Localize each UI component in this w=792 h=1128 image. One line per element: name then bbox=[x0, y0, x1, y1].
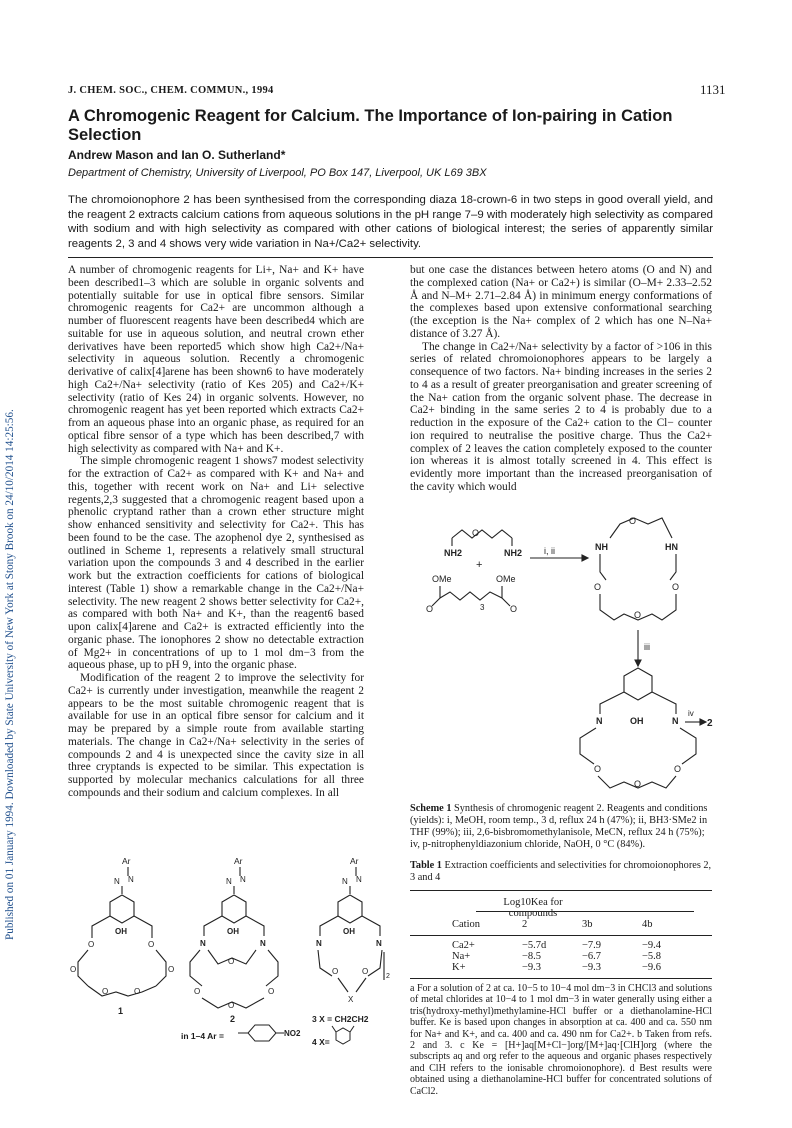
svg-text:OH: OH bbox=[115, 927, 127, 936]
ar-definition-label: in 1–4 Ar = bbox=[181, 1031, 224, 1041]
svg-text:Ar: Ar bbox=[350, 856, 359, 866]
svg-text:O: O bbox=[629, 516, 637, 526]
svg-text:O: O bbox=[332, 967, 339, 976]
compound-2-structure bbox=[190, 856, 278, 1024]
scheme-1-diagram bbox=[410, 510, 712, 795]
table-cell: −9.3 bbox=[582, 962, 602, 973]
plus-sign: + bbox=[476, 559, 483, 571]
atom-label: NH2 bbox=[504, 548, 523, 558]
svg-text:N: N bbox=[114, 877, 120, 886]
compound-label: 1 bbox=[118, 1006, 124, 1016]
svg-text:HN: HN bbox=[665, 542, 678, 552]
abstract-rule bbox=[68, 257, 713, 258]
authors: Andrew Mason and Ian O. Sutherland* bbox=[68, 148, 286, 162]
table-cell: −6.7 bbox=[582, 951, 602, 962]
affiliation: Department of Chemistry, University of Liverpool, PO Box 147, Liverpool, UK L69 3BX bbox=[68, 167, 487, 179]
svg-text:O: O bbox=[102, 987, 109, 996]
svg-text:N: N bbox=[240, 875, 246, 884]
table-header-row bbox=[410, 915, 712, 933]
table-cell: −9.3 bbox=[522, 962, 542, 973]
svg-text:Ar: Ar bbox=[234, 856, 243, 866]
svg-text:O: O bbox=[594, 764, 602, 774]
column-header: 2 bbox=[522, 918, 528, 930]
article-title: A Chromogenic Reagent for Calcium. The Importance of Ion-pairing in Cation Selection bbox=[68, 107, 673, 144]
table-group-header: Log10Kea for compounds bbox=[503, 897, 563, 919]
table-row bbox=[410, 940, 712, 951]
table-caption-label: Table 1 bbox=[410, 860, 442, 871]
table-cell: Ca2+ bbox=[452, 940, 475, 951]
compound-3-4-structure bbox=[316, 856, 390, 1004]
svg-text:O: O bbox=[672, 582, 680, 592]
table-rule-mid bbox=[410, 935, 712, 936]
cryptand-product bbox=[580, 668, 696, 789]
table-caption-text: Extraction coefficients and selectivities for chromoionophores 2, 3 and 4 bbox=[410, 860, 712, 883]
svg-text:N: N bbox=[226, 877, 232, 886]
svg-text:O: O bbox=[88, 940, 95, 949]
reaction-step-label: iv bbox=[688, 709, 694, 718]
svg-text:O: O bbox=[70, 965, 77, 974]
scheme-caption bbox=[410, 803, 712, 851]
subscript: 3 bbox=[480, 603, 485, 612]
nitro-label: NO2 bbox=[284, 1029, 301, 1038]
atom-label: OMe bbox=[496, 574, 516, 584]
svg-text:N: N bbox=[342, 877, 348, 886]
reaction-step-label: iii bbox=[644, 642, 650, 652]
journal-header: J. CHEM. SOC., CHEM. COMMUN., 1994 bbox=[68, 85, 274, 96]
svg-text:O: O bbox=[228, 1001, 235, 1010]
paragraph: The simple chromogenic reagent 1 shows7 modest selectivity for the extraction of Ca2+ as compared with K+ and Na+ and this, together with recent work on Na+ and Li+ selective regents,2,3 suggested that a chromogenic reagent based upon a phenolic cryptand rather than a crown ether structure might show enhanced sensitivity and selectivity for Ca2+. This has been found to be the case. The azophenol dye 2, synthesised as outlined in Scheme 1, represents a relatively small structural variation upon the compounds 3 and 4 described in the earlier work but the extraction coefficients for cations of biological interest (Table 1) show a remarkable change in the Ca2+/Na+ selectivity. The new reagent 2 shows better selectivity for Ca2+, as compared with both Na+ and K+, than the reagent6 based upon calix[4]arene and Ca2+ is extracted efficiently into the organic phase. The ionophores 2 show no detectable extraction of Mg2+ in concentrations of up to 1 mol dm−3 from the aqueous phase, up to pH 9, into the organic phase. bbox=[68, 455, 364, 672]
atom-label: O bbox=[510, 604, 518, 614]
diaza-crown-ring bbox=[594, 516, 679, 620]
svg-text:N: N bbox=[596, 716, 603, 726]
table-cell: −5.7d bbox=[522, 940, 547, 951]
download-watermark-text: Published on 01 January 1994. Downloaded by State University of New York at Stony Brook on 24/10/2014 14:25:56. bbox=[4, 409, 16, 940]
column-header: 4b bbox=[642, 918, 653, 930]
svg-text:OH: OH bbox=[343, 927, 355, 936]
left-column bbox=[68, 264, 364, 800]
paragraph: Modification of the reagent 2 to improve the selectivity for Ca2+ is currently under investigation, meanwhile the reagent 2 appears to be the most suitable chromogenic reagent that is available for use in an optical fibre sensor for calcium and it may be prepared by a simple route from available starting materials. The change in Ca2+/Na+ selectivity in the series of compounds 2 and 4 is unexpected since the cavity size in all three cryptands is expected to be similar. This expectation is supported by molecular mechanics calculations for all three compounds and their sodium and calcium complexes. In all bbox=[68, 672, 364, 799]
table-caption bbox=[410, 860, 712, 884]
table-cell: −9.6 bbox=[642, 962, 662, 973]
paragraph: The change in Ca2+/Na+ selectivity by a factor of >106 in this series of related chromoionophores appears to be largely a consequence of two factors. Na+ binding increases in the series 2 to 4 as a result of greater preorganisation and greater screening of the Na+ cation from the organic solvent phase. The decrease in Ca2+ binding in the same series 2 to 4 is probably due to a reduction in the exposure of the Ca2+ cation to the Cl− counter ion required to neutralise the positive charge. Thus the Ca2+ complex of 2 leaves the cation completely exposed to the counter ion whereas it is almost totally screened in 4. This effect is evidently more important than the increased preorganisation of the cavity which would bbox=[410, 340, 712, 493]
svg-text:O: O bbox=[168, 965, 175, 974]
table-cell: −9.4 bbox=[642, 940, 662, 951]
svg-text:O: O bbox=[228, 957, 235, 966]
reaction-step-label: i, ii bbox=[544, 546, 555, 556]
atom-label: NH2 bbox=[444, 548, 463, 558]
svg-text:O: O bbox=[148, 940, 155, 949]
structures-1-4 bbox=[68, 852, 398, 1032]
extraction-table-body bbox=[410, 940, 712, 973]
download-watermark bbox=[2, 170, 18, 940]
svg-text:O: O bbox=[134, 987, 141, 996]
svg-text:2: 2 bbox=[386, 973, 390, 980]
scheme-caption-label: Scheme 1 bbox=[410, 803, 452, 814]
compound-4-label: 4 X= bbox=[312, 1037, 330, 1047]
svg-text:O: O bbox=[634, 779, 642, 789]
svg-text:NH: NH bbox=[595, 542, 608, 552]
nitrophenyl-group bbox=[236, 1022, 306, 1044]
paragraph: A number of chromogenic reagents for Li+, Na+ and K+ have been described1–3 which are soluble in organic solvents and potentially suitable for use in optical fibre sensors. Similar chromogenic reagents for Ca2+ are uncommon although a number of fluorescent reagents have been described4 which are suitable for use in aqueous solution, and neutral crown ether derivatives have been reported5 which show high Ca2+/Na+ selectivity in aqueous solution. Recently a chromogenic derivative of calix[4]arene has been shown6 to have moderately high Ca2+/Na+ selectivity (ratio of Kes 205) and Ca2+/K+ selectivity (ratio of Kes 24) in organic solvents. However, no chromogenic reagent has yet been reported which extracts Ca2+ from an aqueous phase into an organic phase, as required for an optical fibre sensor of a type which has been described,7 with high selectivity as compared with Na+ and K+. bbox=[68, 264, 364, 455]
table-row bbox=[410, 962, 712, 973]
svg-text:Ar: Ar bbox=[122, 856, 131, 866]
compound-label: 2 bbox=[230, 1014, 236, 1024]
table-cell: −7.9 bbox=[582, 940, 602, 951]
svg-text:N: N bbox=[128, 875, 134, 884]
scheme-caption-text: Synthesis of chromogenic reagent 2. Reagents and conditions (yields): i, MeOH, room temp., 3 d, reflux 24 h (47%); ii, BH3·SMe2 in THF (99%); iii, 2,6-bisbromomethylanisole, MeCN, reflux 24 h (75%); iv, p-nitrophenyldiazonium chloride, NaOH, 0 °C (84%). bbox=[410, 803, 708, 850]
svg-text:OH: OH bbox=[630, 716, 644, 726]
right-column bbox=[410, 264, 712, 494]
svg-text:O: O bbox=[594, 582, 602, 592]
table-rule-bottom bbox=[410, 978, 712, 979]
svg-text:N: N bbox=[260, 939, 266, 948]
column-header: 3b bbox=[582, 918, 593, 930]
svg-text:O: O bbox=[362, 967, 369, 976]
table-cell: Na+ bbox=[452, 951, 471, 962]
table-row bbox=[410, 951, 712, 962]
table-footnote: a For a solution of 2 at ca. 10−5 to 10−4 mol dm−3 in CHCl3 and solutions of metal chlorides at 10−4 to 1 mol dm−3 in water generally using either a tris(hydroxy-methyl)methylamine-HCl buffer or a diethanolamine-HCl buffer. Ke is based upon changes in absorption at ca. 400 and ca. 550 nm for Na+ and K+, and ca. 400 and ca. 490 nm for Ca2+. b Taken from refs. 2 and 3. c Ke = [H+]aq[M+Cl−]org/[M+]aq·[ClH]org (where the subscripts aq and org refer to the aqueous and organic phases respectively and ClH refers to the ionisable chromoionophore). d Best results were obtained using a diethanolamine-HCl buffer for concentrated solutions of CaCl2. bbox=[410, 983, 712, 1097]
paragraph: but one case the distances between hetero atoms (O and N) and the complexed cation (Na+ or Ca2+) is similar (O–M+ 2.33–2.52 Å and N–M+ 2.71–2.84 Å) in minimum energy conformations of the complexes based upon extensive conformational searching (the exception is the Na+ complex of 2 which has one N–Na+ distance of 3.27 Å). bbox=[410, 264, 712, 340]
atom-label: OMe bbox=[432, 574, 452, 584]
svg-text:X: X bbox=[348, 995, 354, 1004]
table-cell: K+ bbox=[452, 962, 466, 973]
table-rule-group bbox=[476, 911, 694, 912]
product-label: 2 bbox=[707, 718, 713, 729]
svg-text:OH: OH bbox=[227, 927, 239, 936]
extraction-table bbox=[410, 915, 712, 933]
table-cell: −8.5 bbox=[522, 951, 542, 962]
svg-text:N: N bbox=[316, 939, 322, 948]
benzo-linker-icon bbox=[330, 1024, 358, 1050]
atom-label: O bbox=[472, 528, 480, 538]
atom-label: O bbox=[426, 604, 434, 614]
svg-text:O: O bbox=[194, 987, 201, 996]
compound-1-structure bbox=[70, 856, 174, 1016]
compound-3-label: 3 X = CH2CH2 bbox=[312, 1014, 369, 1024]
svg-text:O: O bbox=[268, 987, 275, 996]
column-header: Cation bbox=[452, 918, 480, 930]
diamine-chain bbox=[452, 530, 512, 538]
table-rule-top bbox=[410, 890, 712, 891]
svg-text:O: O bbox=[674, 764, 682, 774]
svg-text:N: N bbox=[672, 716, 679, 726]
abstract: The chromoionophore 2 has been synthesised from the corresponding diaza 18-crown-6 in two steps in good overall yield, and the reagent 2 extracts calcium cations from aqueous solutions in the pH range 7–9 with moderately high selectivity as compared with sodium and with high selectivity as compared with other cations of biological interest; the series of apparently similar reagents 2, 3 and 4 shows very wide variation in Na+/Ca2+ selectivity. bbox=[68, 194, 713, 250]
svg-text:O: O bbox=[634, 610, 642, 620]
svg-text:N: N bbox=[376, 939, 382, 948]
page-number: 1131 bbox=[700, 82, 726, 97]
svg-text:N: N bbox=[200, 939, 206, 948]
table-cell: −5.8 bbox=[642, 951, 662, 962]
svg-text:N: N bbox=[356, 875, 362, 884]
